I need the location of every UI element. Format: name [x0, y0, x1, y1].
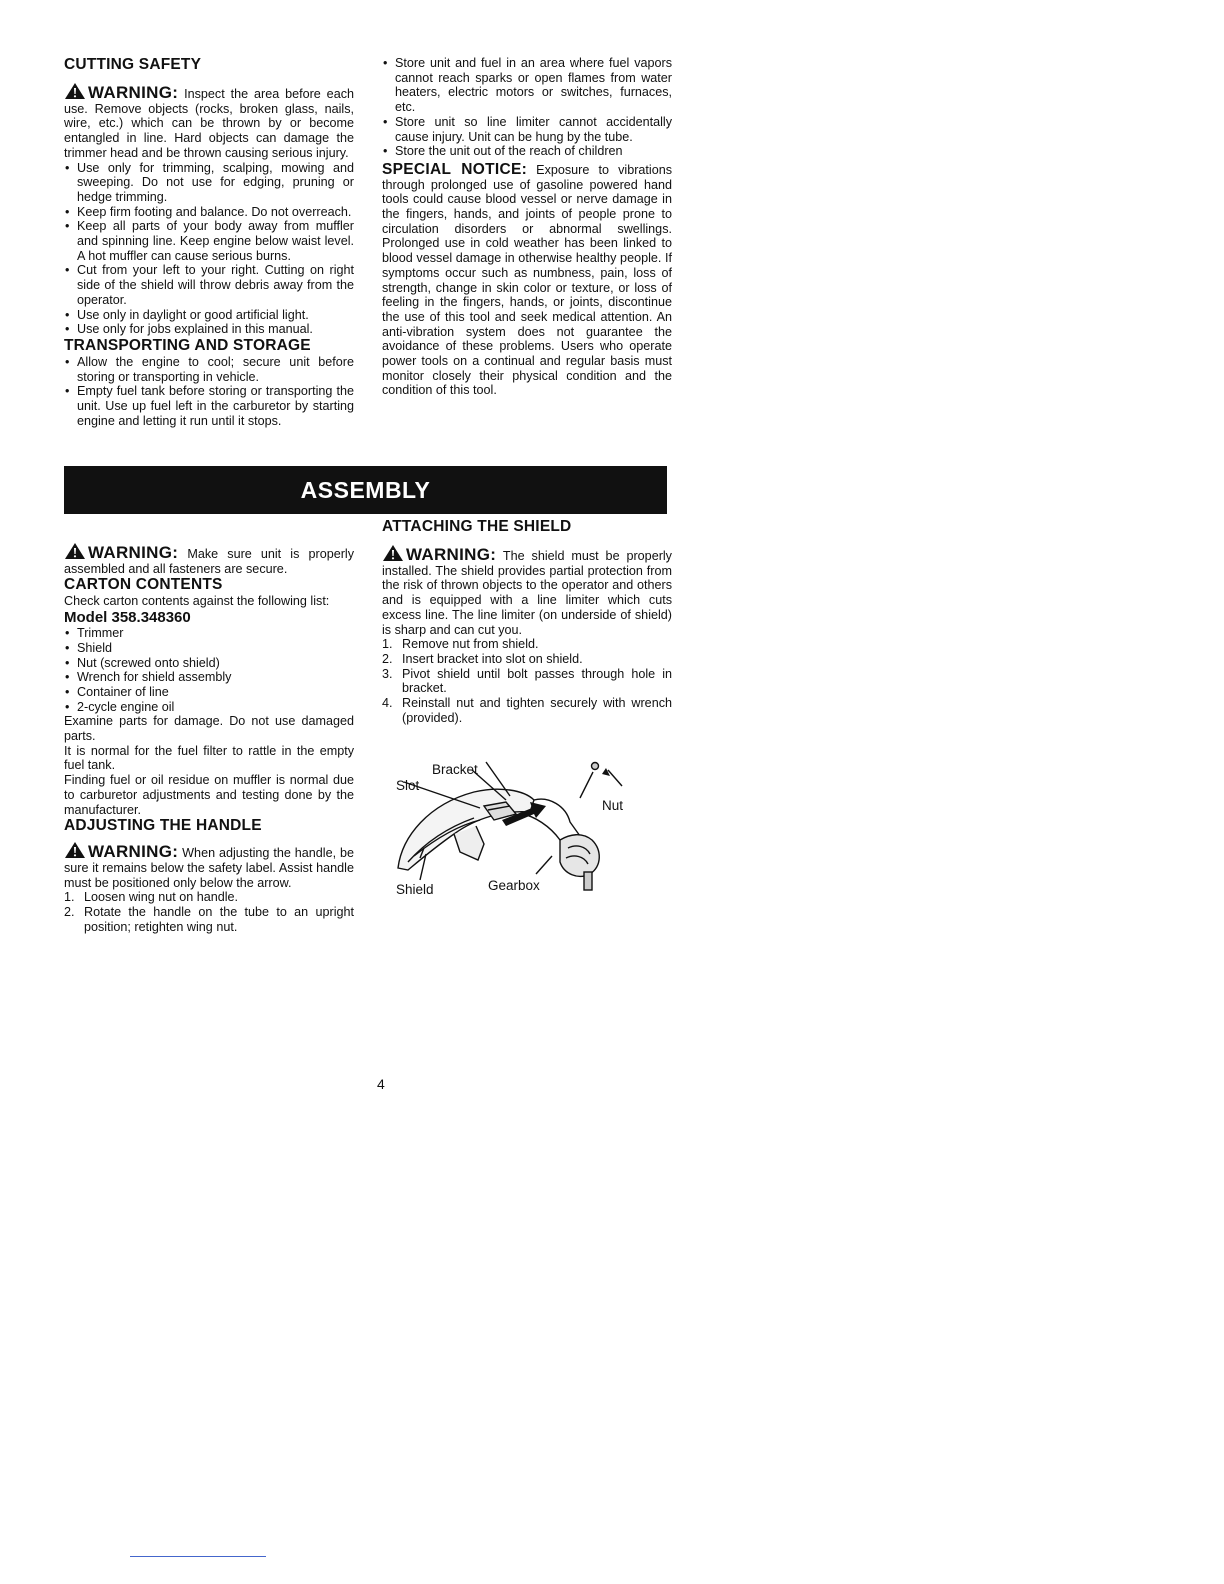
list-item: • Trimmer: [64, 626, 354, 641]
slot-label: Slot: [396, 778, 420, 793]
step-item: 1. Loosen wing nut on handle.: [64, 890, 239, 905]
transporting-list: [64, 355, 354, 429]
assembly-warning: [64, 542, 354, 576]
cutting-safety-title: CUTTING SAFETY: [64, 56, 202, 73]
carton-paragraph: Finding fuel or oil residue on muffler is normal due to carburetor adjustments and testing done by the manufacturer.: [64, 773, 354, 817]
shield-steps: [382, 637, 672, 725]
warning-triangle-icon: [64, 542, 86, 560]
list-item: • Wrench for shield assembly: [64, 670, 354, 685]
step-item: 4. Reinstall nut and tighten securely with wrench (provided).: [382, 696, 672, 725]
bracket-label: Bracket: [432, 762, 478, 777]
warning-label: WARNING:: [88, 543, 179, 562]
shield-warning: [382, 544, 672, 637]
footer-rule: [130, 1556, 266, 1557]
list-item: • Cut from your left to your right. Cutting on right side of the shield will throw debris away from the operator.: [64, 263, 354, 307]
list-item: • Use only for trimming, scalping, mowing and sweeping. Do not use for edging, pruning or hedge trimming.: [64, 161, 354, 205]
attaching-shield-title: ATTACHING THE SHIELD: [382, 518, 572, 535]
cutting-safety-list: [64, 161, 354, 337]
warning-triangle-icon: [64, 82, 86, 100]
step-item: 3. Pivot shield until bolt passes through hole in bracket.: [382, 666, 672, 696]
list-item: • Store unit and fuel in an area where fuel vapors cannot reach sparks or open flames from water heaters, electric motors or switches, furnaces, etc.: [382, 56, 672, 115]
warning-label: WARNING:: [88, 83, 179, 102]
list-item: • Allow the engine to cool; secure unit before storing or transporting in vehicle.: [64, 355, 354, 384]
list-item: • Keep firm footing and balance. Do not overreach.: [64, 205, 354, 220]
step-item: 2. Rotate the handle on the tube to an upright position; retighten wing nut.: [64, 905, 354, 934]
page-number: 4: [377, 1076, 385, 1092]
warning-label: WARNING:: [88, 842, 179, 862]
shield-assembly-diagram: [384, 756, 644, 906]
attaching-shield-section: [382, 518, 672, 725]
list-item: • Use only for jobs explained in this manual.: [64, 322, 354, 337]
warning-text: When adjusting the handle, be sure it remains below the safety label. Assist handle must be positioned only below the arrow.: [64, 846, 355, 890]
list-item: • Store the unit out of the reach of children: [382, 144, 672, 159]
carton-items-list: [64, 626, 354, 714]
special-notice: [382, 160, 673, 398]
list-item: • Keep all parts of your body away from muffler and spinning line. Keep engine below waist level. A hot muffler can cause serious burns.: [64, 219, 354, 263]
list-item: • Container of line: [64, 685, 354, 700]
list-item: • Nut (screwed onto shield): [64, 656, 354, 671]
list-item: • Store unit so line limiter cannot accidentally cause injury. Unit can be hung by the tube.: [382, 115, 672, 144]
cutting-safety-warning: [64, 82, 354, 161]
cutting-safety-section: [64, 56, 354, 428]
model-number: Model 358.348360: [64, 609, 191, 627]
step-item: 2. Insert bracket into slot on shield.: [382, 651, 583, 666]
handle-steps: [64, 890, 354, 934]
carton-paragraph: Examine parts for damage. Do not use damaged parts.: [64, 714, 354, 744]
carton-paragraph: It is normal for the fuel filter to rattle in the empty fuel tank.: [64, 743, 354, 773]
warning-text: The shield must be properly installed. The shield provides partial protection from the risk of thrown objects to the operator and others and is equipped with a line limiter which cuts excess line. The line limiter (on underside of shield) is sharp and can cut you.: [382, 549, 672, 637]
storage-notice-section: [382, 56, 672, 398]
transporting-title: TRANSPORTING AND STORAGE: [64, 336, 311, 354]
warning-text: Make sure unit is properly assembled and all fasteners are secure.: [64, 547, 354, 576]
assembly-left-section: [64, 542, 354, 934]
carton-intro: Check carton contents against the following list:: [64, 594, 330, 609]
adjusting-handle-title: ADJUSTING THE HANDLE: [64, 817, 262, 835]
nut-label: Nut: [602, 798, 624, 813]
assembly-title-bar: ASSEMBLY: [64, 466, 667, 514]
list-item: • Empty fuel tank before storing or transporting the unit. Use up fuel left in the carburetor by starting engine and letting it run until it stops.: [64, 384, 354, 428]
step-item: 1. Remove nut from shield.: [382, 637, 539, 652]
list-item: • 2-cycle engine oil: [64, 700, 354, 715]
warning-text: Inspect the area before each use. Remove objects (rocks, broken glass, nails, wire, etc.) which can be thrown by or become entangled in line. Hard objects can damage the trimmer head and be thrown causing serious injury.: [64, 87, 354, 160]
storage-list: [382, 56, 672, 159]
carton-contents-title: CARTON CONTENTS: [64, 576, 223, 594]
gearbox-label: Gearbox: [488, 878, 540, 893]
warning-label: WARNING:: [406, 545, 497, 564]
handle-warning: [64, 841, 354, 890]
list-item: • Use only in daylight or good artificial light.: [64, 308, 354, 323]
special-notice-text: Exposure to vibrations through prolonged use of gasoline powered hand tools could cause blood vessel or nerve damage in the fingers, hands, and joints of people prone to circulation disorders or abnormal swellings. Prolonged use in cold weather has been linked to blood vessel damage in otherwise healthy people. If symptoms occur such as numbness, pain, loss of strength, change in skin color or texture, or loss of feeling in the fingers, hands, or joints, discontinue the use of this tool and seek medical attention. An anti-vibration system does not guarantee the avoidance of these problems. Users who operate power tools on a continual and regular basis must monitor closely their physical condition and the condition of this tool.: [382, 162, 673, 398]
list-item: • Shield: [64, 641, 354, 656]
warning-triangle-icon: [382, 544, 404, 562]
shield-label: Shield: [396, 882, 434, 897]
warning-triangle-icon: [64, 841, 86, 859]
special-notice-label: SPECIAL NOTICE:: [382, 160, 528, 178]
